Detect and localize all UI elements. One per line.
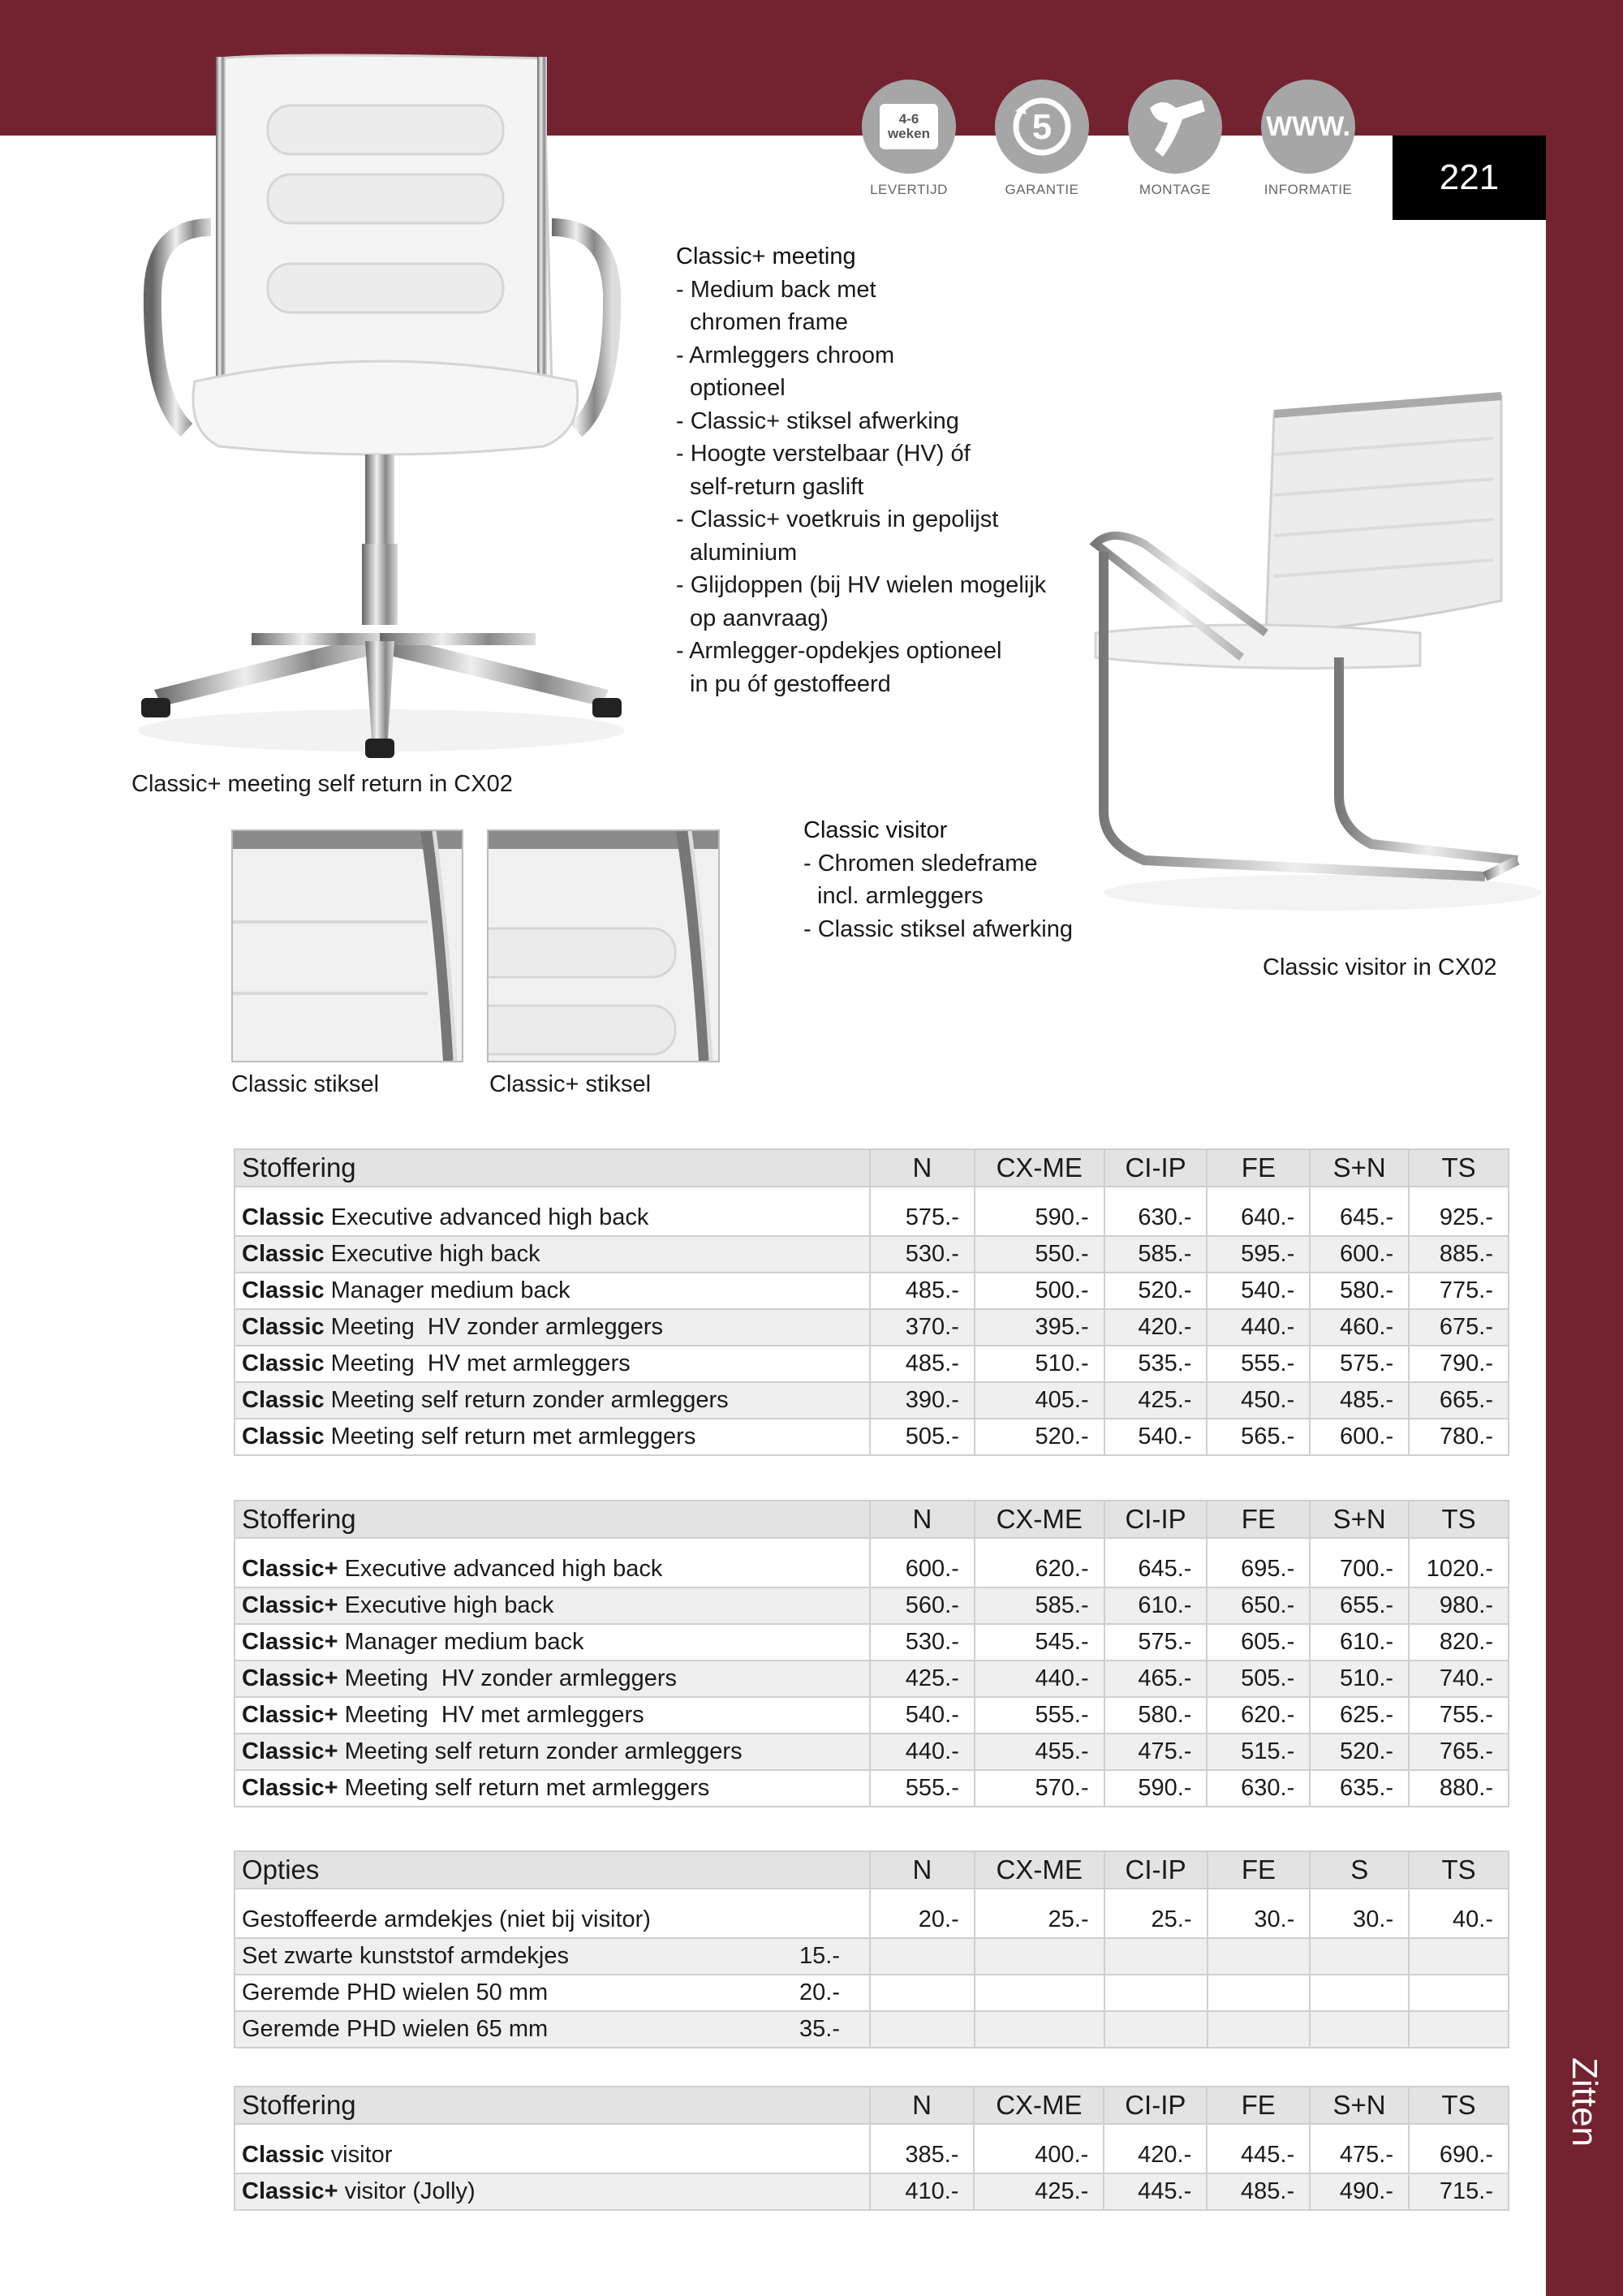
table-header-row: [235, 2087, 1509, 2124]
price-cell: [975, 1975, 1104, 2011]
model-name: Meeting HV met armleggers: [338, 1702, 644, 1728]
price-cell: 595.-: [1207, 1236, 1310, 1273]
visitor-description: [803, 814, 1073, 946]
price-cell: 550.-: [975, 1236, 1104, 1273]
price-cell: 390.-: [870, 1382, 975, 1419]
model-name: visitor: [324, 2142, 393, 2168]
option-price: 15.-: [799, 1943, 840, 1969]
price-table-visitor: [234, 2086, 1509, 2211]
desc-line: chromen frame: [690, 309, 849, 335]
price-cell: 520.-: [1310, 1734, 1409, 1770]
price-cell: 635.-: [1310, 1770, 1409, 1807]
row-label: [235, 1770, 870, 1807]
table-row: [235, 1382, 1509, 1419]
icon-label: INFORMATIE: [1264, 182, 1353, 197]
price-cell: 885.-: [1409, 1236, 1509, 1273]
row-label: [235, 1734, 870, 1770]
price-cell: 25.-: [975, 1902, 1104, 1938]
price-cell: 420.-: [1104, 1309, 1208, 1346]
price-cell: 475.-: [1104, 1734, 1208, 1770]
option-name: Gestoffeerde armdekjes (niet bij visitor): [242, 1906, 651, 1932]
table-row: [235, 1419, 1509, 1455]
price-cell: [1208, 1975, 1311, 2011]
header-cell: N: [870, 1851, 975, 1889]
price-cell: 620.-: [975, 1552, 1104, 1587]
info-badge: [1259, 80, 1357, 198]
header-cell: S: [1310, 1851, 1409, 1889]
price-cell: 585.-: [975, 1587, 1104, 1624]
price-cell: 675.-: [1409, 1309, 1509, 1346]
price-cell: [1104, 2011, 1208, 2048]
series-name: Classic: [242, 1277, 325, 1303]
price-cell: 565.-: [1207, 1419, 1310, 1455]
price-cell: 880.-: [1409, 1770, 1509, 1807]
price-cell: 690.-: [1409, 2138, 1509, 2173]
table-row: [235, 1273, 1509, 1309]
price-cell: 540.-: [870, 1697, 975, 1734]
price-cell: [1409, 2011, 1509, 2048]
row-label: [235, 1236, 870, 1273]
header-cell: CX-ME: [975, 1501, 1104, 1538]
header-cell: Opties: [235, 1851, 870, 1889]
row-label: [235, 1346, 870, 1382]
table-row: [235, 1200, 1509, 1236]
price-cell: [1409, 1975, 1509, 2011]
option-price: 20.-: [799, 1979, 840, 2005]
price-cell: 585.-: [1104, 1236, 1208, 1273]
icon-label: LEVERTIJD: [870, 182, 948, 197]
price-cell: 505.-: [870, 1419, 975, 1455]
model-name: Meeting HV zonder armleggers: [324, 1314, 664, 1340]
price-cell: 25.-: [1104, 1902, 1208, 1938]
series-name: Classic+: [242, 1665, 338, 1691]
model-name: visitor (Jolly): [338, 2178, 476, 2204]
header-cell: CX-ME: [975, 1851, 1104, 1889]
series-name: Classic: [242, 1204, 325, 1230]
row-label: [235, 2138, 870, 2173]
svg-text:5: 5: [1031, 107, 1053, 147]
row-label: [235, 1975, 870, 2011]
price-cell: 780.-: [1409, 1419, 1509, 1455]
classic-plus-stitch-caption: Classic+ stiksel: [489, 1071, 652, 1097]
price-cell: 590.-: [975, 1200, 1104, 1236]
desc-line: - Armleggers chroom: [676, 342, 895, 368]
model-name: Executive high back: [338, 1592, 554, 1618]
right-brand-band: [1546, 0, 1623, 2296]
table-row: [235, 1309, 1509, 1346]
meeting-title: Classic+ meeting: [676, 243, 856, 269]
price-cell: 425.-: [870, 1661, 975, 1697]
price-cell: 30.-: [1208, 1902, 1311, 1938]
price-cell: 560.-: [870, 1587, 975, 1624]
option-price: 35.-: [799, 2016, 840, 2042]
model-name: Executive advanced high back: [324, 1204, 649, 1230]
price-table-classic: [234, 1148, 1509, 1456]
price-cell: 580.-: [1104, 1697, 1208, 1734]
series-name: Classic+: [242, 2178, 338, 2204]
price-cell: 515.-: [1207, 1734, 1310, 1770]
price-cell: 440.-: [1207, 1309, 1310, 1346]
price-cell: 775.-: [1409, 1273, 1509, 1309]
desc-line: self-return gaslift: [690, 473, 864, 500]
price-cell: [1104, 1938, 1208, 1975]
price-cell: 450.-: [1207, 1382, 1310, 1419]
price-cell: 620.-: [1207, 1697, 1310, 1734]
series-name: Classic+: [242, 1556, 338, 1582]
desc-line: - Medium back met: [676, 276, 876, 303]
price-cell: [1310, 1938, 1409, 1975]
row-label: [235, 1697, 870, 1734]
price-cell: 455.-: [975, 1734, 1104, 1770]
price-cell: 765.-: [1409, 1734, 1509, 1770]
price-cell: 625.-: [1310, 1697, 1409, 1734]
price-cell: 510.-: [975, 1346, 1104, 1382]
header-cell: TS: [1409, 1501, 1509, 1538]
truck-icon: 4-6 weken: [862, 80, 956, 174]
delivery-time-badge: [860, 80, 958, 198]
table-row: [235, 1902, 1509, 1938]
desc-line: - Chromen sledeframe: [803, 850, 1038, 877]
price-cell: 485.-: [870, 1346, 975, 1382]
table-row: [235, 2138, 1509, 2173]
series-name: Classic+: [242, 1738, 338, 1764]
price-cell: [1310, 1975, 1409, 2011]
price-cell: 630.-: [1104, 1200, 1208, 1236]
price-cell: [1208, 2011, 1311, 2048]
price-cell: [975, 2011, 1104, 2048]
row-label: [235, 1382, 870, 1419]
series-name: Classic: [242, 1350, 325, 1376]
model-name: Meeting self return met armleggers: [324, 1424, 696, 1450]
table-row: [235, 1346, 1509, 1382]
header-cell: FE: [1207, 1149, 1310, 1187]
price-cell: [1208, 1938, 1311, 1975]
option-name: Geremde PHD wielen 65 mm: [242, 2016, 549, 2042]
price-cell: 600.-: [1310, 1419, 1409, 1455]
desc-line: in pu óf gestoffeerd: [690, 670, 891, 697]
price-cell: 740.-: [1409, 1661, 1509, 1697]
row-label: [235, 1200, 870, 1236]
price-cell: 545.-: [975, 1624, 1104, 1661]
header-cell: S+N: [1310, 2087, 1409, 2124]
desc-line: aluminium: [690, 539, 798, 566]
row-label: [235, 1938, 870, 1975]
wrench-icon: [1128, 80, 1222, 174]
price-cell: 530.-: [870, 1236, 975, 1273]
price-cell: 400.-: [974, 2138, 1104, 2173]
price-cell: 555.-: [870, 1770, 975, 1807]
model-name: Meeting self return zonder armleggers: [338, 1738, 743, 1764]
price-cell: 395.-: [975, 1309, 1104, 1346]
row-label: [235, 2173, 870, 2210]
icon-label: GARANTIE: [1005, 182, 1079, 197]
price-cell: 440.-: [975, 1661, 1104, 1697]
header-cell: Stoffering: [235, 1149, 870, 1187]
series-name: Classic: [242, 1424, 325, 1450]
table-row: [235, 1938, 1509, 1975]
price-cell: 520.-: [975, 1419, 1104, 1455]
series-name: Classic+: [242, 1629, 338, 1655]
price-cell: 405.-: [975, 1382, 1104, 1419]
price-cell: [975, 1938, 1104, 1975]
model-name: Meeting self return zonder armleggers: [324, 1387, 729, 1413]
price-cell: 580.-: [1310, 1273, 1409, 1309]
price-cell: 460.-: [1310, 1309, 1409, 1346]
price-cell: 650.-: [1207, 1587, 1310, 1624]
desc-line: optioneel: [690, 375, 786, 401]
desc-line: - Classic+ stiksel afwerking: [676, 407, 959, 434]
meeting-chair-photo: [122, 49, 641, 771]
model-name: Meeting HV met armleggers: [324, 1350, 631, 1376]
price-cell: 665.-: [1409, 1382, 1509, 1419]
price-cell: 695.-: [1207, 1552, 1310, 1587]
desc-line: - Armlegger-opdekjes optioneel: [676, 638, 1002, 664]
price-cell: [870, 2011, 975, 2048]
table-row: [235, 1734, 1509, 1770]
price-cell: 20.-: [870, 1902, 975, 1938]
price-cell: 605.-: [1207, 1624, 1310, 1661]
price-cell: 590.-: [1104, 1770, 1208, 1807]
price-cell: 370.-: [870, 1309, 975, 1346]
price-cell: 425.-: [1104, 1382, 1208, 1419]
warranty-5-icon: [995, 80, 1089, 174]
desc-line: op aanvraag): [690, 605, 829, 631]
classic-stitch-swatch: [231, 829, 463, 1062]
row-label: [235, 1661, 870, 1697]
price-cell: 600.-: [1310, 1236, 1409, 1273]
price-cell: 510.-: [1310, 1661, 1409, 1697]
row-label: [235, 2011, 870, 2048]
header-cell: CI-IP: [1104, 1149, 1208, 1187]
price-cell: [1409, 1938, 1509, 1975]
header-cell: Stoffering: [235, 1501, 870, 1538]
series-name: Classic: [242, 1314, 325, 1340]
meeting-description: [676, 240, 1046, 700]
price-cell: 540.-: [1104, 1419, 1208, 1455]
row-label: [235, 1902, 870, 1938]
price-cell: 490.-: [1310, 2173, 1409, 2210]
table-row: [235, 2173, 1509, 2210]
price-cell: 645.-: [1310, 1200, 1409, 1236]
icon-label: MONTAGE: [1139, 182, 1212, 197]
desc-line: incl. armleggers: [817, 883, 984, 909]
table-row: [235, 1587, 1509, 1624]
header-cell: FE: [1207, 2087, 1310, 2124]
price-cell: 700.-: [1310, 1552, 1409, 1587]
series-name: Classic: [242, 2142, 325, 2168]
series-name: Classic+: [242, 1775, 338, 1801]
visitor-title: Classic visitor: [803, 817, 948, 843]
table-row: [235, 2011, 1509, 2048]
price-cell: 755.-: [1409, 1697, 1509, 1734]
price-cell: 505.-: [1207, 1661, 1310, 1697]
warranty-badge: [993, 80, 1091, 198]
table-header-row: [235, 1501, 1509, 1538]
price-cell: 530.-: [870, 1624, 975, 1661]
price-cell: 640.-: [1207, 1200, 1310, 1236]
price-cell: 410.-: [870, 2173, 975, 2210]
price-cell: 540.-: [1207, 1273, 1310, 1309]
price-cell: 425.-: [974, 2173, 1104, 2210]
model-name: Manager medium back: [338, 1629, 584, 1655]
header-cell: CI-IP: [1104, 2087, 1207, 2124]
options-table: [234, 1850, 1509, 2048]
price-cell: 520.-: [1104, 1273, 1208, 1309]
visitor-chair-photo: [1079, 390, 1542, 941]
price-cell: 555.-: [1207, 1346, 1310, 1382]
row-label: [235, 1273, 870, 1309]
row-label: [235, 1419, 870, 1455]
price-cell: 500.-: [975, 1273, 1104, 1309]
model-name: Meeting HV zonder armleggers: [338, 1665, 677, 1691]
header-cell: S+N: [1310, 1149, 1409, 1187]
price-cell: 600.-: [870, 1552, 975, 1587]
option-name: Geremde PHD wielen 50 mm: [242, 1979, 549, 2005]
row-label: [235, 1552, 870, 1587]
series-name: Classic+: [242, 1592, 338, 1618]
header-cell: TS: [1409, 1851, 1509, 1889]
price-cell: 610.-: [1104, 1587, 1208, 1624]
meeting-chair-caption: Classic+ meeting self return in CX02: [131, 771, 513, 797]
series-name: Classic: [242, 1241, 325, 1267]
header-cell: CI-IP: [1104, 1501, 1208, 1538]
table-row: [235, 1975, 1509, 2011]
price-cell: 445.-: [1104, 2173, 1207, 2210]
price-cell: 715.-: [1409, 2173, 1509, 2210]
table-row: [235, 1661, 1509, 1697]
price-cell: 570.-: [975, 1770, 1104, 1807]
model-name: Executive advanced high back: [338, 1556, 663, 1582]
table-header-row: [235, 1149, 1509, 1187]
price-cell: 440.-: [870, 1734, 975, 1770]
price-cell: 575.-: [1310, 1346, 1409, 1382]
header-cell: N: [870, 1149, 975, 1187]
desc-line: - Glijdoppen (bij HV wielen mogelijk: [676, 572, 1047, 598]
price-cell: 980.-: [1409, 1587, 1509, 1624]
price-cell: 555.-: [975, 1697, 1104, 1734]
header-cell: S+N: [1310, 1501, 1409, 1538]
header-cell: Stoffering: [235, 2087, 870, 2124]
classic-stitch-caption: Classic stiksel: [231, 1071, 380, 1097]
header-cell: TS: [1409, 1149, 1509, 1187]
model-name: Meeting self return met armleggers: [338, 1775, 710, 1801]
row-label: [235, 1309, 870, 1346]
price-cell: 630.-: [1207, 1770, 1310, 1807]
page-number: 221: [1393, 136, 1546, 220]
price-cell: [870, 1975, 975, 2011]
price-cell: 485.-: [870, 1273, 975, 1309]
row-label: [235, 1624, 870, 1661]
price-cell: 575.-: [870, 1200, 975, 1236]
price-cell: 485.-: [1207, 2173, 1310, 2210]
header-cell: TS: [1409, 2087, 1509, 2124]
desc-line: - Classic stiksel afwerking: [803, 915, 1073, 942]
price-cell: 485.-: [1310, 1382, 1409, 1419]
price-cell: 575.-: [1104, 1624, 1208, 1661]
row-label: [235, 1587, 870, 1624]
price-cell: 475.-: [1310, 2138, 1409, 2173]
header-cell: FE: [1208, 1851, 1311, 1889]
table-header-row: [235, 1851, 1509, 1889]
table-row: [235, 1770, 1509, 1807]
price-cell: 655.-: [1310, 1587, 1409, 1624]
classic-plus-stitch-swatch: [487, 829, 720, 1062]
table-row: [235, 1624, 1509, 1661]
series-name: Classic+: [242, 1702, 338, 1728]
price-cell: 445.-: [1207, 2138, 1310, 2173]
table-row: [235, 1697, 1509, 1734]
header-cell: CX-ME: [975, 1149, 1104, 1187]
price-cell: 535.-: [1104, 1346, 1208, 1382]
model-name: Manager medium back: [324, 1277, 570, 1303]
price-cell: 790.-: [1409, 1346, 1509, 1382]
price-cell: 40.-: [1409, 1902, 1509, 1938]
price-cell: [870, 1938, 975, 1975]
price-cell: 610.-: [1310, 1624, 1409, 1661]
header-cell: CI-IP: [1104, 1851, 1208, 1889]
header-cell: FE: [1207, 1501, 1310, 1538]
assembly-badge: [1126, 80, 1224, 198]
price-cell: [1104, 1975, 1208, 2011]
header-cell: CX-ME: [974, 2087, 1104, 2124]
header-cell: N: [870, 1501, 975, 1538]
price-cell: 645.-: [1104, 1552, 1208, 1587]
desc-line: - Hoogte verstelbaar (HV) óf: [676, 441, 971, 467]
www-icon: WWW.: [1261, 80, 1355, 174]
desc-line: - Classic+ voetkruis in gepolijst: [676, 506, 999, 532]
model-name: Executive high back: [324, 1241, 540, 1267]
series-name: Classic: [242, 1387, 325, 1413]
visitor-chair-caption: Classic visitor in CX02: [1263, 954, 1497, 980]
price-cell: [1310, 2011, 1409, 2048]
price-cell: 1020.-: [1409, 1552, 1509, 1587]
header-cell: N: [870, 2087, 975, 2124]
price-cell: 30.-: [1310, 1902, 1409, 1938]
section-label: Zitten: [1565, 2057, 1604, 2147]
price-table-classic-plus: [234, 1500, 1509, 1807]
price-cell: 465.-: [1104, 1661, 1208, 1697]
price-cell: 820.-: [1409, 1624, 1509, 1661]
price-cell: 925.-: [1409, 1200, 1509, 1236]
price-cell: 385.-: [870, 2138, 975, 2173]
option-name: Set zwarte kunststof armdekjes: [242, 1943, 569, 1969]
table-row: [235, 1552, 1509, 1587]
table-row: [235, 1236, 1509, 1273]
price-cell: 420.-: [1104, 2138, 1207, 2173]
